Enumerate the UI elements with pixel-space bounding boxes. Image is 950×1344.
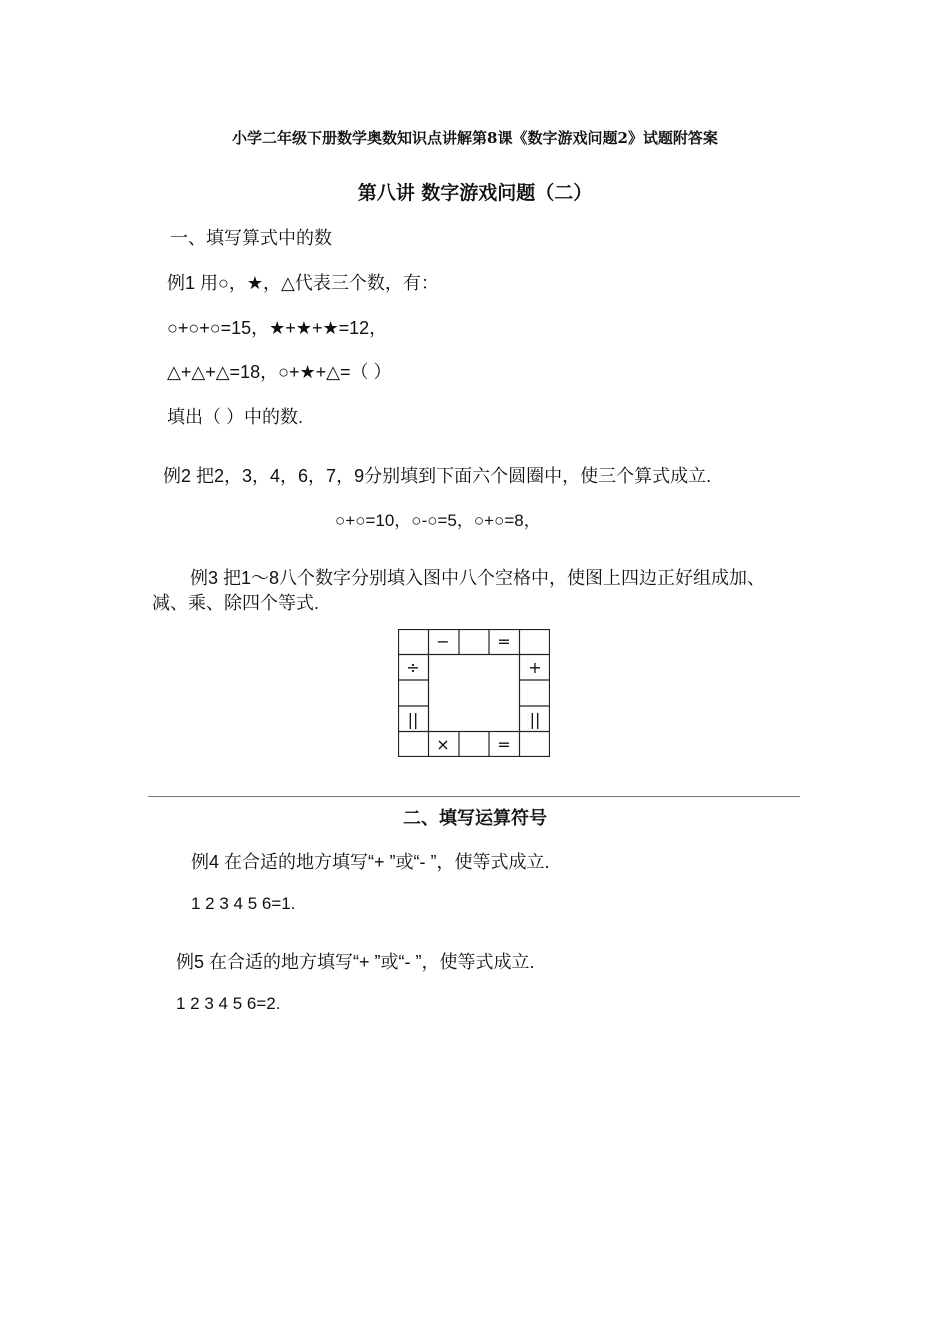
example-3-text-line-1: 例3 把1～8八个数字分别填入图中八个空格中，使图上四边正好组成加、 bbox=[190, 568, 766, 588]
grid-bottom-equals-sign: = bbox=[497, 735, 511, 754]
example-3-grid bbox=[398, 629, 550, 757]
document-title: 小学二年级下册数学奥数知识点讲解第8课《数字游戏问题2》试题附答案 bbox=[232, 129, 718, 147]
grid-plus-sign: + bbox=[528, 658, 542, 677]
example-1-intro: 例1 用○，★，△代表三个数，有： bbox=[167, 273, 439, 293]
grid-left-equals-sign: || bbox=[407, 710, 419, 729]
example-4-text: 例4 在合适的地方填写“+ ”或“- ”，使等式成立. bbox=[191, 852, 550, 872]
example-2-equations: ○+○=10，○-○=5，○+○=8， bbox=[335, 511, 541, 530]
grid-lines bbox=[398, 629, 550, 757]
grid-times-sign: × bbox=[436, 735, 450, 754]
grid-divide-sign: ÷ bbox=[406, 658, 420, 677]
section-1-heading: 一、填写算式中的数 bbox=[170, 228, 332, 248]
example-4-equation: 1 2 3 4 5 6=1. bbox=[191, 894, 296, 913]
example-1-question: 填出（ ）中的数. bbox=[167, 407, 304, 427]
lecture-title: 第八讲 数字游戏问题（二） bbox=[357, 182, 593, 204]
grid-right-equals-sign: || bbox=[529, 710, 541, 729]
example-2-text: 例2 把2，3，4，6，7，9分别填到下面六个圆圈中，使三个算式成立. bbox=[163, 466, 712, 486]
grid-top-equals-sign: = bbox=[497, 632, 511, 651]
example-5-equation: 1 2 3 4 5 6=2. bbox=[176, 994, 281, 1013]
example-1-equation-1: ○+○+○=15，★+★+★=12， bbox=[167, 318, 388, 338]
section-2-heading: 二、填写运算符号 bbox=[403, 808, 547, 829]
example-1-equation-2: △+△+△=18，○+★+△=（ ） bbox=[167, 362, 392, 382]
grid-minus-sign: − bbox=[436, 632, 450, 651]
section-divider bbox=[148, 796, 800, 797]
example-5-text: 例5 在合适的地方填写“+ ”或“- ”，使等式成立. bbox=[176, 952, 535, 972]
example-3-text-line-2: 减、乘、除四个等式. bbox=[152, 593, 320, 613]
